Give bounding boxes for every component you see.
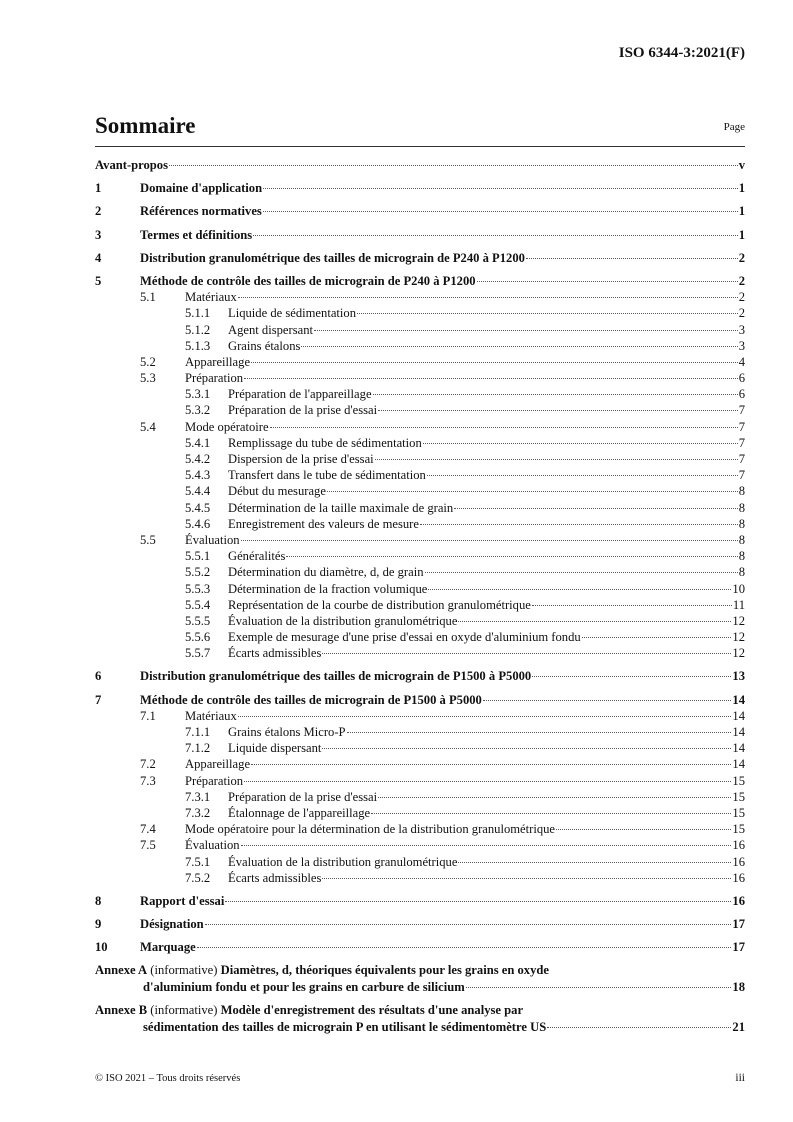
toc-entry-page: 8 xyxy=(738,565,745,580)
copyright-footer: © ISO 2021 – Tous droits réservés xyxy=(95,1073,241,1084)
toc-entry-number: 7.5 xyxy=(140,838,156,853)
toc-entry-number: 1 xyxy=(95,181,102,196)
toc-entry[interactable] xyxy=(95,402,745,418)
toc-entry[interactable] xyxy=(95,893,745,909)
annex-page: 18 xyxy=(732,979,745,994)
toc-entry-title: Évaluation de la distribution granulométrique xyxy=(228,854,458,869)
toc-entry[interactable] xyxy=(95,227,745,243)
toc-entry-title: Évaluation xyxy=(185,838,240,853)
toc-entry[interactable] xyxy=(95,773,745,789)
dot-leader xyxy=(483,700,732,701)
toc-entry-title: Mode opératoire pour la détermination de la distribution granulométrique xyxy=(185,822,556,837)
toc-entry[interactable] xyxy=(95,532,745,548)
toc-entry-title: Remplissage du tube de sédimentation xyxy=(228,435,422,450)
dot-leader xyxy=(427,475,738,476)
toc-entry[interactable] xyxy=(95,467,745,483)
toc-entry[interactable] xyxy=(95,916,745,932)
dot-leader xyxy=(373,394,738,395)
toc-entry-number: 5.1.3 xyxy=(185,338,211,353)
toc-entry[interactable] xyxy=(95,597,745,613)
toc-entry-number: 5.3 xyxy=(140,371,156,386)
toc-entry-page: 7 xyxy=(738,403,745,418)
toc-entry-number: 4 xyxy=(95,250,102,265)
toc-entry-title: Mode opératoire xyxy=(185,419,269,434)
dot-leader xyxy=(375,459,738,460)
annex-label: Annexe B xyxy=(95,1003,148,1018)
annex-qualifier: (informative) xyxy=(150,963,218,978)
toc-entry[interactable] xyxy=(95,805,745,821)
toc-entry-page: 14 xyxy=(732,725,745,739)
toc-entry-page: 8 xyxy=(738,484,745,499)
toc-entry[interactable] xyxy=(95,740,745,756)
annex-line-2 xyxy=(95,979,745,996)
toc-entry-title: Préparation de la prise d'essai xyxy=(228,789,378,804)
toc-entry-title: Dispersion de la prise d'essai xyxy=(228,452,374,466)
dot-leader xyxy=(197,947,732,948)
toc-entry-title: Méthode de contrôle des tailles de micrograin de P1500 à P5000 xyxy=(140,692,482,707)
toc-entry-number: 7.1.2 xyxy=(185,741,211,756)
toc-entry-title: Préparation de la prise d'essai xyxy=(228,403,378,418)
toc-entry-number: 7.5.1 xyxy=(185,854,211,869)
toc-entry-page: 8 xyxy=(738,500,745,515)
toc-entry-number: 5.5.1 xyxy=(185,549,211,564)
toc-entry-page: 15 xyxy=(732,773,745,788)
toc-entry-title: Désignation xyxy=(140,917,204,932)
toc-entry-page: 7 xyxy=(738,468,745,483)
toc-entry-number: 8 xyxy=(95,893,102,908)
dot-leader xyxy=(314,330,738,331)
table-of-contents xyxy=(95,157,745,1035)
toc-entry[interactable] xyxy=(95,692,745,708)
dot-leader xyxy=(169,165,738,166)
toc-entry-title: Préparation de l'appareillage xyxy=(228,387,372,402)
toc-entry-title: Matériaux xyxy=(185,290,237,305)
dot-leader xyxy=(244,781,731,782)
toc-entry-number: Avant-propos xyxy=(95,158,169,172)
toc-entry-page: 14 xyxy=(732,741,745,756)
toc-entry-number: 5.5.2 xyxy=(185,565,211,580)
toc-entry-page: 1 xyxy=(738,204,745,219)
toc-entry[interactable] xyxy=(95,548,745,564)
toc-entry[interactable] xyxy=(95,250,745,266)
toc-entry[interactable] xyxy=(95,939,745,955)
toc-entry-number: 5 xyxy=(95,273,102,288)
toc-entry-page: 6 xyxy=(738,371,745,386)
toc-entry-number: 5.4.4 xyxy=(185,484,211,499)
dot-leader xyxy=(286,556,737,557)
dot-leader xyxy=(378,410,738,411)
dot-leader xyxy=(357,313,738,314)
toc-entry-number: 6 xyxy=(95,669,102,684)
toc-annex-entry[interactable] xyxy=(95,962,745,995)
toc-entry-number: 5.5.7 xyxy=(185,646,211,661)
toc-entry-number: 5.5 xyxy=(140,532,156,547)
toc-entry-page: 13 xyxy=(732,669,745,684)
toc-entry[interactable] xyxy=(95,724,745,740)
dot-leader xyxy=(477,281,738,282)
toc-entry-number: 5.4.2 xyxy=(185,452,211,466)
toc-entry[interactable] xyxy=(95,419,745,435)
toc-entry-number: 5.1 xyxy=(140,290,156,305)
toc-entry-number: 7.4 xyxy=(140,822,156,837)
toc-entry[interactable] xyxy=(95,789,745,805)
toc-entry-number: 2 xyxy=(95,204,102,219)
dot-leader xyxy=(322,748,731,749)
toc-entry-title: Références normatives xyxy=(140,204,262,219)
toc-entry[interactable] xyxy=(95,483,745,499)
toc-entry-title: Liquide de sédimentation xyxy=(228,306,357,321)
toc-annex-entry[interactable] xyxy=(95,1002,745,1035)
dot-leader xyxy=(582,637,732,638)
toc-entry-page: 7 xyxy=(738,419,745,434)
dot-leader xyxy=(251,764,731,765)
dot-leader xyxy=(238,297,738,298)
toc-entry-page: 6 xyxy=(738,387,745,402)
toc-entry-title: Méthode de contrôle des tailles de micrograin de P240 à P1200 xyxy=(140,273,476,288)
toc-entry-title: Distribution granulométrique des tailles de micrograin de P1500 à P5000 xyxy=(140,669,532,684)
toc-entry-title: Début du mesurage xyxy=(228,484,326,499)
toc-entry-page: 10 xyxy=(732,581,745,596)
dot-leader xyxy=(378,797,731,798)
toc-entry[interactable] xyxy=(95,854,745,870)
dot-leader xyxy=(532,605,732,606)
toc-entry-page: 2 xyxy=(738,290,745,305)
toc-entry-page: v xyxy=(738,158,745,172)
toc-entry[interactable] xyxy=(95,354,745,370)
toc-entry[interactable] xyxy=(95,289,745,305)
toc-entry-number: 7.3.1 xyxy=(185,789,211,804)
toc-entry-page: 16 xyxy=(732,870,745,885)
dot-leader xyxy=(244,378,738,379)
toc-entry[interactable] xyxy=(95,613,745,629)
toc-entry-title: Évaluation xyxy=(185,532,240,547)
dot-leader xyxy=(322,653,731,654)
toc-entry-title: Distribution granulométrique des tailles de micrograin de P240 à P1200 xyxy=(140,250,525,265)
dot-leader xyxy=(526,258,738,259)
toc-entry[interactable] xyxy=(95,386,745,402)
toc-entry-page: 17 xyxy=(732,917,745,932)
toc-entry-page: 14 xyxy=(732,708,745,723)
toc-entry[interactable] xyxy=(95,629,745,645)
toc-entry[interactable] xyxy=(95,708,745,724)
toc-entry-number: 7 xyxy=(95,692,102,707)
dot-leader xyxy=(238,716,732,717)
toc-entry-number: 5.4 xyxy=(140,419,156,434)
toc-entry-number: 5.4.6 xyxy=(185,516,211,531)
dot-leader xyxy=(466,987,732,988)
toc-entry-number: 5.3.2 xyxy=(185,403,211,418)
annex-line-1 xyxy=(95,1002,745,1019)
toc-entry-title: Écarts admissibles xyxy=(228,870,322,885)
annex-title-line1: Modèle d'enregistrement des résultats d'une analyse par xyxy=(220,1003,524,1018)
toc-entry[interactable] xyxy=(95,370,745,386)
toc-entry-page: 12 xyxy=(732,630,745,645)
toc-entry-page: 16 xyxy=(732,838,745,853)
toc-entry-page: 7 xyxy=(738,435,745,450)
toc-entry[interactable] xyxy=(95,564,745,580)
toc-entry-title: Représentation de la courbe de distribution granulométrique xyxy=(228,597,531,612)
toc-entry-number: 7.5.2 xyxy=(185,870,211,885)
toc-entry-title: Grains étalons Micro-P xyxy=(228,725,346,739)
toc-entry[interactable] xyxy=(95,870,745,886)
toc-entry-number: 5.5.4 xyxy=(185,597,211,612)
toc-entry-number: 7.1.1 xyxy=(185,725,211,739)
toc-entry-page: 1 xyxy=(738,181,745,196)
toc-entry-title: Détermination de la fraction volumique xyxy=(228,581,428,596)
dot-leader xyxy=(556,829,731,830)
toc-entry[interactable] xyxy=(95,837,745,853)
toc-entry-number: 5.3.1 xyxy=(185,387,211,402)
dot-leader xyxy=(458,862,731,863)
toc-entry-title: Enregistrement des valeurs de mesure xyxy=(228,516,419,531)
toc-entry-page: 8 xyxy=(738,532,745,547)
dot-leader xyxy=(251,362,738,363)
annex-title-line2: sédimentation des tailles de micrograin P en utilisant le sédimentomètre US xyxy=(143,1019,547,1034)
toc-entry-title: Écarts admissibles xyxy=(228,646,322,661)
dot-leader xyxy=(547,1027,731,1028)
toc-entry-title: Étalonnage de l'appareillage xyxy=(228,805,371,820)
toc-entry-title: Préparation xyxy=(185,773,244,788)
toc-entry-title: Exemple de mesurage d'une prise d'essai en oxyde d'aluminium fondu xyxy=(228,630,581,645)
toc-entry-page: 4 xyxy=(738,354,745,369)
toc-entry-number: 7.2 xyxy=(140,757,156,772)
toc-entry[interactable] xyxy=(95,338,745,354)
toc-entry-page: 8 xyxy=(738,549,745,564)
dot-leader xyxy=(301,346,737,347)
document-id: ISO 6344-3:2021(F) xyxy=(618,45,745,61)
toc-entry[interactable] xyxy=(95,322,745,338)
toc-entry-page: 2 xyxy=(738,306,745,321)
toc-entry[interactable] xyxy=(95,180,745,196)
dot-leader xyxy=(532,676,731,677)
toc-entry-page: 15 xyxy=(732,805,745,820)
toc-entry-number: 5.5.5 xyxy=(185,613,211,628)
dot-leader xyxy=(241,845,732,846)
toc-entry-number: 9 xyxy=(95,917,102,932)
toc-entry-title: Grains étalons xyxy=(228,338,301,353)
dot-leader xyxy=(428,589,731,590)
annex-line-1 xyxy=(95,962,745,979)
annex-label: Annexe A xyxy=(95,963,148,978)
dot-leader xyxy=(425,572,738,573)
toc-entry[interactable] xyxy=(95,273,745,289)
toc-entry-number: 5.5.3 xyxy=(185,581,211,596)
toc-entry-title: Domaine d'application xyxy=(140,181,263,196)
dot-leader xyxy=(263,188,738,189)
page-column-label: Page xyxy=(723,121,745,133)
toc-entry-page: 2 xyxy=(738,250,745,265)
toc-entry[interactable] xyxy=(95,435,745,451)
toc-entry-page: 14 xyxy=(732,692,745,707)
toc-entry-number: 3 xyxy=(95,227,102,242)
toc-entry-title: Rapport d'essai xyxy=(140,893,225,908)
annex-line-2 xyxy=(95,1019,745,1036)
annex-title-line1: Diamètres, d, théoriques équivalents pour les grains en oxyde xyxy=(220,963,549,978)
toc-entry-title: Liquide dispersant xyxy=(228,741,322,756)
annex-title-line2: d'aluminium fondu et pour les grains en carbure de silicium xyxy=(143,979,465,994)
toc-entry[interactable] xyxy=(95,516,745,532)
toc-entry-title: Appareillage xyxy=(185,354,251,369)
toc-entry-page: 17 xyxy=(732,940,745,955)
toc-entry-number: 5.4.5 xyxy=(185,500,211,515)
dot-leader xyxy=(270,427,738,428)
toc-entry[interactable] xyxy=(95,668,745,684)
page-title: Sommaire xyxy=(95,113,196,138)
toc-entry-title: Termes et définitions xyxy=(140,227,253,242)
annex-qualifier: (informative) xyxy=(150,1003,218,1018)
dot-leader xyxy=(263,211,738,212)
toc-entry[interactable] xyxy=(95,821,745,837)
toc-entry-page: 3 xyxy=(738,338,745,353)
dot-leader xyxy=(423,443,738,444)
toc-entry[interactable] xyxy=(95,157,745,173)
toc-entry[interactable] xyxy=(95,756,745,772)
toc-entry-number: 5.2 xyxy=(140,354,156,369)
dot-leader xyxy=(347,732,732,733)
toc-entry-title: Transfert dans le tube de sédimentation xyxy=(228,468,426,483)
dot-leader xyxy=(420,524,738,525)
toc-entry-page: 7 xyxy=(738,452,745,466)
dot-leader xyxy=(371,813,731,814)
toc-entry-title: Agent dispersant xyxy=(228,322,313,337)
toc-entry-title: Généralités xyxy=(228,549,286,564)
dot-leader xyxy=(253,235,738,236)
toc-entry-number: 5.4.3 xyxy=(185,468,211,483)
toc-entry-title: Préparation xyxy=(185,371,244,386)
toc-entry-number: 5.1.2 xyxy=(185,322,211,337)
toc-entry-title: Évaluation de la distribution granulométrique xyxy=(228,613,458,628)
dot-leader xyxy=(241,540,738,541)
toc-entry-page: 15 xyxy=(732,822,745,837)
dot-leader xyxy=(225,901,731,902)
toc-entry-number: 5.5.6 xyxy=(185,630,211,645)
toc-entry-page: 8 xyxy=(738,516,745,531)
page-number: iii xyxy=(735,1072,745,1084)
toc-entry-number: 5.4.1 xyxy=(185,435,211,450)
toc-entry-page: 16 xyxy=(732,893,745,908)
toc-entry[interactable] xyxy=(95,581,745,597)
toc-entry-page: 12 xyxy=(732,646,745,661)
toc-entry-page: 1 xyxy=(738,227,745,242)
toc-entry[interactable] xyxy=(95,645,745,661)
toc-entry-page: 15 xyxy=(732,789,745,804)
toc-entry-page: 2 xyxy=(738,273,745,288)
dot-leader xyxy=(327,491,738,492)
toc-entry-title: Détermination de la taille maximale de grain xyxy=(228,500,454,515)
toc-entry[interactable] xyxy=(95,203,745,219)
toc-entry-number: 10 xyxy=(95,940,108,955)
toc-entry-number: 7.3.2 xyxy=(185,805,211,820)
toc-entry-number: 7.3 xyxy=(140,773,156,788)
dot-leader xyxy=(322,878,731,879)
toc-entry-title: Marquage xyxy=(140,940,196,955)
toc-entry[interactable] xyxy=(95,305,745,321)
toc-entry-page: 12 xyxy=(732,613,745,628)
toc-entry-page: 14 xyxy=(732,757,745,772)
toc-entry-title: Matériaux xyxy=(185,708,237,723)
dot-leader xyxy=(454,508,738,509)
toc-entry-page: 16 xyxy=(732,854,745,869)
title-divider xyxy=(95,146,745,147)
toc-entry[interactable] xyxy=(95,500,745,516)
toc-entry-page: 3 xyxy=(738,322,745,337)
toc-entry-number: 5.1.1 xyxy=(185,306,211,321)
toc-entry-title: Appareillage xyxy=(185,757,251,772)
dot-leader xyxy=(205,924,732,925)
toc-entry-number: 7.1 xyxy=(140,708,156,723)
toc-entry-page: 11 xyxy=(732,597,745,612)
toc-entry[interactable] xyxy=(95,451,745,467)
annex-page: 21 xyxy=(732,1019,745,1034)
toc-entry-title: Détermination du diamètre, d, de grain xyxy=(228,565,424,580)
dot-leader xyxy=(458,621,731,622)
